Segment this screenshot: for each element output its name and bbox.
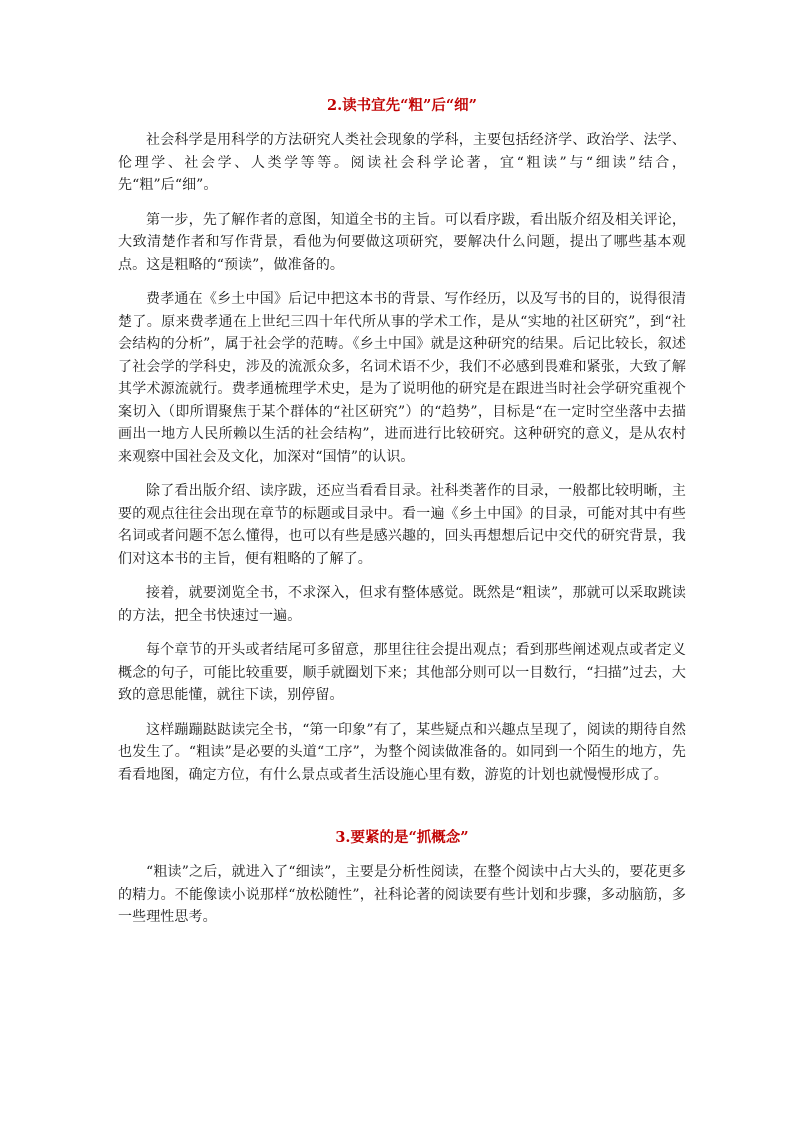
paragraph-first-impression: 这样蹦蹦跶跶读完全书，“第一印象”有了，某些疑点和兴趣点呈现了，阅读的期待自然也发生了。“粗读”是必要的头道“工序”，为整个阅读做准备的。如同到一个陌生的地方，先看看地图，确定方位，有什么景点或者生活设施心里有数，游览的计划也就慢慢形成了。 [118,721,686,783]
section-heading-grasp-concepts: 3.要紧的是“抓概念” [335,829,469,846]
paragraph-fine-reading: “粗读”之后，就进入了“细读”，主要是分析性阅读，在整个阅读中占大头的，要花更多的精力。不能像读小说那样“放松随性”，社科论著的阅读要有些计划和步骤，多动脑筋，多一些理性思考。 [118,864,686,925]
document-page [118,96,686,941]
section-heading-coarse-then-fine: 2.读书宜先“粗”后“细” [327,97,477,114]
paragraph-intro: 社会科学是用科学的方法研究人类社会现象的学科，主要包括经济学、政治学、法学、伦理学、社会学、人类学等等。阅读社会科学论著，宜“粗读”与“细读”结合，先“粗”后“细”。 [118,132,686,193]
paragraph-step-one: 第一步，先了解作者的意图，知道全书的主旨。可以看序跋，看出版介绍及相关评论，大致清楚作者和写作背景，看他为何要做这项研究，要解决什么问题，提出了哪些基本观点。这是粗略的“预读”，做准备的。 [118,211,686,273]
paragraph-chapter-openings: 每个章节的开头或者结尾可多留意，那里往往会提出观点；看到那些阐述观点或者定义概念的句子，可能比较重要，顺手就圈划下来；其他部分则可以一目数行，“扫描”过去，大致的意思能懂，就往下读，别停留。 [118,642,686,703]
paragraph-table-of-contents: 除了看出版介绍、读序跋，还应当看看目录。社科类著作的目录，一般都比较明晰，主要的观点往往会出现在章节的标题或目录中。看一遍《乡土中国》的目录，可能对其中有些名词或者问题不怎么懂得，也可以有些是感兴趣的，回头再想想后记中交代的研究背景，我们对这本书的主旨，便有粗略的了解了。 [118,483,686,567]
paragraph-browse-book: 接着，就要浏览全书，不求深入，但求有整体感觉。既然是“粗读”，那就可以采取跳读的方法，把全书快速过一遍。 [118,585,686,624]
paragraph-fei-xiaotong-postscript: 费孝通在《乡土中国》后记中把这本书的背景、写作经历，以及写书的目的，说得很清楚了。原来费孝通在上世纪三四十年代所从事的学术工作，是从“实地的社区研究”，到“社会结构的分析”，属于社会学的范畴。《乡土中国》就是这种研究的结果。后记比较长，叙述了社会学的学科史，涉及的流派众多，名词术语不少，我们不必感到畏难和紧张，大致了解其学术源流就行。费孝通梳理学术史，是为了说明他的研究是在跟进当时社会学研究重视个案切入（即所谓聚焦于某个群体的“社区研究”）的“趋势”，目标是“在一定时空坐落中去描画出一地方人民所赖以生活的社会结构”，进而进行比较研究。这种研究的意义，是从农村来观察中国社会及文化，加深对“国情”的认识。 [118,291,686,465]
